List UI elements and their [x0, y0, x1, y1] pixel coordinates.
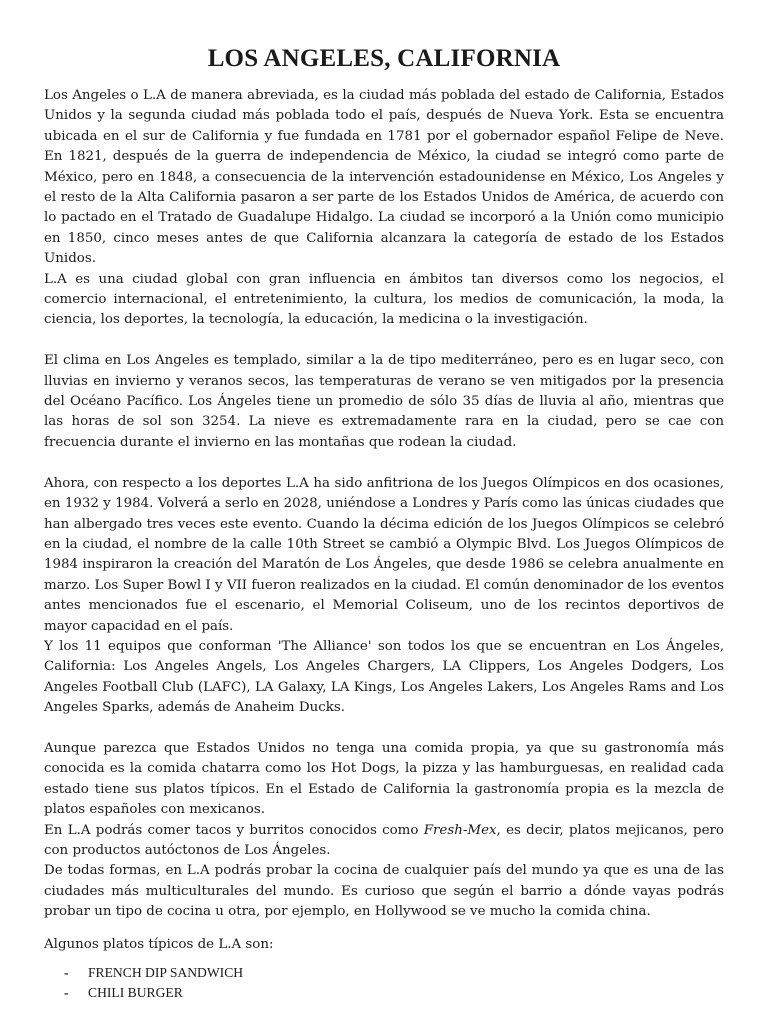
dish-name: CHILI BURGER [88, 985, 183, 1001]
page-title: LOS ANGELES, CALIFORNIA [207, 45, 561, 72]
paragraph-spacer [44, 923, 724, 935]
paragraph-dishes-intro-text: Algunos platos típicos de L.A son: [44, 936, 274, 952]
paragraph-fresh-mex [44, 821, 724, 862]
paragraph-sports [44, 474, 724, 637]
dish-list [44, 963, 724, 1004]
paragraph-sports-text: Ahora, con respecto a los deportes L.A ha sido anfitriona de los Juegos Olímpicos en dos ocasiones, en 1932 y 1984. Volverá a serlo en 2028, uniéndose a Londres y París como las únicas ciudades que han albergado tres veces este evento. Cuando la décima edición de los Juegos Olímpicos se celebró en la ciudad, el nombre de la calle 10th Street se cambió a Olympic Blvd. Los Juegos Olímpicos de 1984 inspiraron la creación del Maratón de Los Ángeles, que desde 1986 se celebra anualmente en marzo. Los Super Bowl I y VII fueron realizados en la ciudad. El común denominador de los eventos antes mencionados fue el escenario, el Memorial Coliseum, uno de los recintos deportivos de mayor capacidad en el país. [44, 475, 724, 634]
dish-name: FRENCH DIP SANDWICH [88, 965, 244, 981]
paragraph-history-text: Los Angeles o L.A de manera abreviada, es la ciudad más poblada del estado de California, Estados Unidos y la segunda ciudad más poblada todo el país, después de Nueva York. Esta se encuentra ubicada en el sur de California y fue fundada en 1781 por el gobernador español Felipe de Neve. En 1821, después de la guerra de independencia de México, la ciudad se integró como parte de México, pero en 1848, a consecuencia de la intervención estadounidense en México, Los Angeles y el resto de la Alta California pasaron a ser parte de los Estados Unidos de América, de acuerdo con lo pactado en el Tratado de Guadalupe Hidalgo. La ciudad se incorporó a la Unión como municipio en 1850, cinco meses antes de que California alcanzara la categoría de estado de los Estados Unidos. [44, 88, 724, 267]
paragraph-global-city-text: L.A es una ciudad global con gran influencia en ámbitos tan diversos como los negocios, el comercio internacional, el entretenimiento, la cultura, los medios de comunicación, la moda, la ciencia, los deportes, la tecnología, la educación, la medicina o la investigación. [44, 271, 724, 328]
document-page [44, 44, 724, 1004]
paragraph-gastronomy-text: Aunque parezca que Estados Unidos no tenga una comida propia, ya que su gastronomía más conocida es la comida chatarra como los Hot Dogs, la pizza y las hamburguesas, en realidad cada estado tiene sus platos típicos. En el Estado de California la gastronomía propia es la mezcla de platos españoles con mexicanos. [44, 740, 724, 818]
paragraph-spacer [44, 453, 724, 473]
paragraph-gastronomy [44, 739, 724, 821]
paragraph-spacer [44, 719, 724, 739]
paragraph-teams-text: Y los 11 equipos que conforman 'The Alliance' son todos los que se encuentran en Los Ángeles, California: Los Angeles Angels, Los Angeles Chargers, LA Clippers, Los Angeles Dodgers, Los Angeles Football Club (LAFC), LA Galaxy, LA Kings, Los Angeles Lakers, Los Angeles Rams and Los Angeles Sparks, además de Anaheim Ducks. [44, 638, 724, 716]
paragraph-climate [44, 351, 724, 453]
list-item [64, 983, 724, 1003]
list-dash-icon: - [64, 985, 69, 1001]
paragraph-global-city [44, 270, 724, 331]
paragraph-history [44, 86, 724, 270]
fresh-mex-term: Fresh-Mex [423, 822, 497, 838]
paragraph-teams [44, 637, 724, 719]
paragraph-climate-text: El clima en Los Angeles es templado, similar a la de tipo mediterráneo, pero es en lugar seco, con lluvias en invierno y veranos secos, las temperaturas de verano se ven mitigados por la presencia del Océano Pacífico. Los Ángeles tiene un promedio de sólo 35 días de lluvia al año, mientras que las horas de sol son 3254. La nieve es extremadamente rara en la ciudad, pero se cae con frecuencia durante el invierno en las montañas que rodean la ciudad. [44, 353, 724, 450]
paragraph-multicultural [44, 861, 724, 922]
list-item [64, 963, 724, 983]
paragraph-multicultural-text: De todas formas, en L.A podrás probar la cocina de cualquier país del mundo ya que es una de las ciudades más multiculturales del mundo. Es curioso que según el barrio a dónde vayas podrás probar un tipo de cocina u otra, por ejemplo, en Hollywood se ve mucho la comida china. [44, 863, 724, 920]
paragraph-fresh-mex-post: , es decir, platos mejicanos, pero con productos autóctonos de Los Ángeles. [44, 822, 724, 858]
paragraph-fresh-mex-pre: En L.A podrás comer tacos y burritos conocidos como [44, 822, 424, 838]
paragraph-spacer [44, 331, 724, 351]
paragraph-dishes-intro [44, 935, 724, 955]
list-dash-icon: - [64, 965, 69, 981]
